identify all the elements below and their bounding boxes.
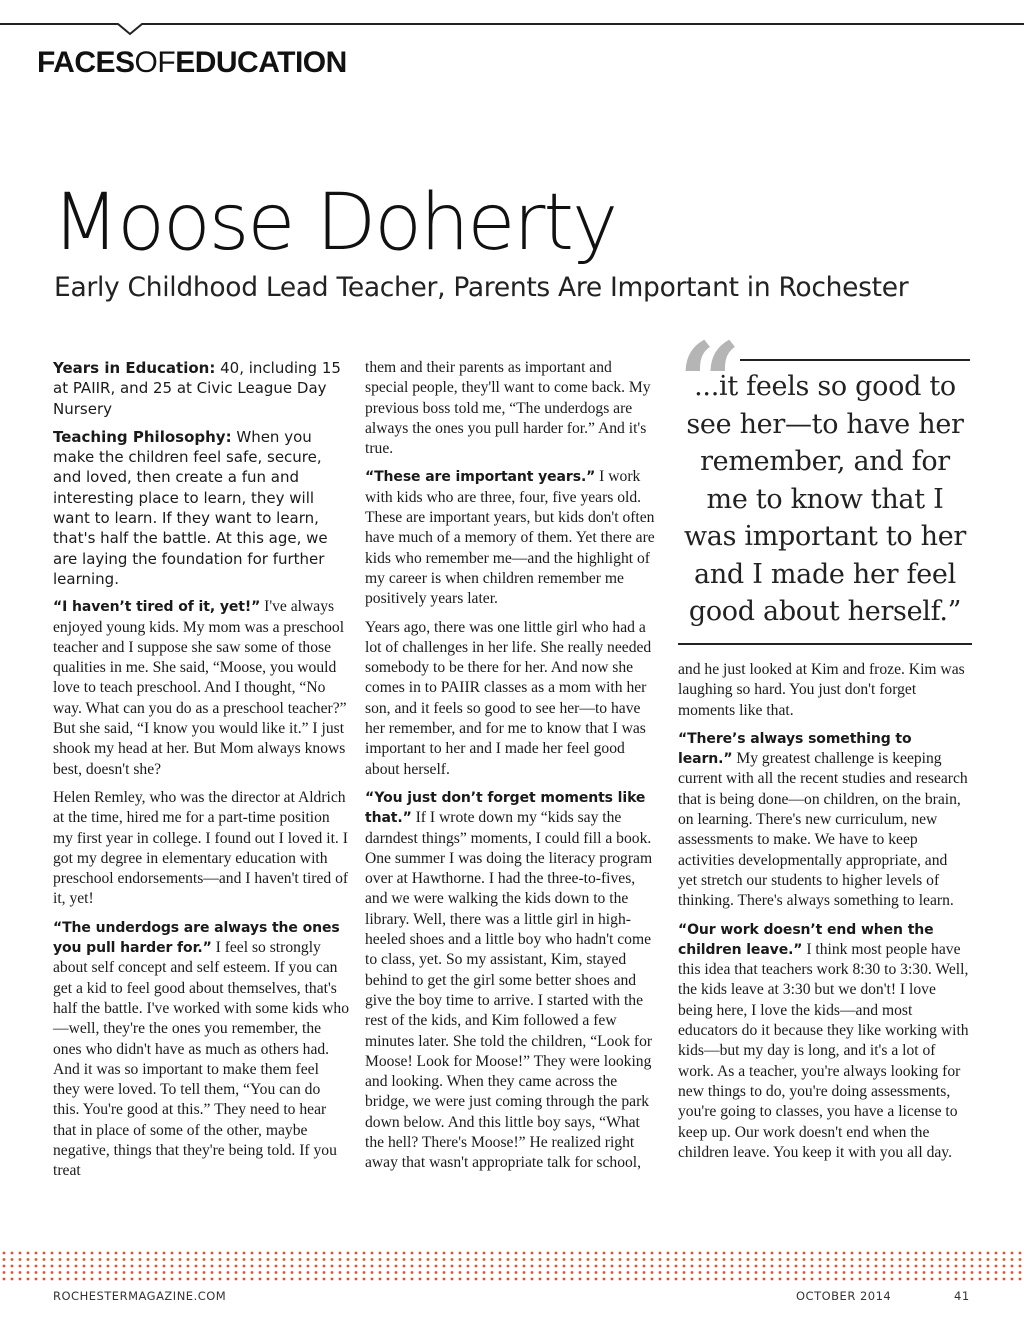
column-1 [53, 358, 349, 1190]
column-3 [678, 660, 970, 1171]
quote-mark-icon: “ [678, 318, 742, 447]
paragraph: Years ago, there was one little girl who had a lot of challenges in her life. She really needed somebody to be there for her. And now she comes in to PAIIR classes as a mom with her son, and it feels so good to see her—to have her remember, and for me to know that I was important to her and I made her feel good about herself. [365, 618, 652, 778]
quote-rule-bottom [678, 643, 972, 645]
paragraph: “I haven’t tired of it, yet!” I've always enjoyed young kids. My mom was a preschool teacher and I suppose she saw some of those qualities in me. She said, “Moose, you would love to teach preschool. And I thought, “No way. What can you do as a preschool teacher?” But she said, “I know you would like it.” I just shook my head at her. But Mom always knows best, doesn't she? [53, 598, 347, 778]
section-brand [37, 46, 347, 80]
footer-site: ROCHESTERMAGAZINE.COM [53, 1289, 227, 1303]
paragraph: them and their parents as important and special people, they'll want to come back. My previous boss told me, “The underdogs are always the ones you pull harder for.” And it's true. [365, 359, 651, 458]
page-title: Moose Doherty [52, 178, 617, 268]
paragraph: and he just looked at Kim and froze. Kim was laughing so hard. You just don't forget moments like that. [678, 661, 965, 719]
paragraph: “These are important years.” I work with kids who are three, four, five years old. These are important years, but kids don't often have much of a memory of them. Yet there are kids who remember me—and the highlight of my career is when children remember me positively years later. [365, 468, 655, 608]
page-subtitle: Early Childhood Lead Teacher, Parents Are Important in Rochester [54, 272, 909, 303]
paragraph: “You just don’t forget moments like that.” If I wrote down my “kids say the darndest things” moments, I could fill a book. One summer I was doing the literacy program over at Hawthorne. I had the three-to-fives, and we were walking the kids down to the library. Well, there was a little girl in high-heeled shoes and a little boy who hadn't come to class, yet. So my assistant, Kim, stayed behind to get the girl some better shoes and give the boy time to arrive. I started with the rest of the kids, and Kim followed a few minutes later. She told the children, “Look for Moose! Look for Moose!” They were looking and looking. When they came across the bridge, we were just coming through the park down below. And this little boy says, “What the hell? There's Moose!” He realized right away that wasn't appropriate talk for school, [365, 789, 653, 1172]
column-2 [365, 358, 658, 1182]
header-rule [0, 0, 1024, 40]
page-number: 41 [954, 1289, 970, 1303]
quote-rule-top [740, 359, 970, 361]
profile-facts [53, 358, 349, 589]
footer-date: OCTOBER 2014 [796, 1289, 892, 1303]
brand-education: EDUCATION [175, 46, 347, 79]
paragraph: “There’s always something to learn.” My greatest challenge is keeping current with all the recent studies and research that is being done—on children, on the brain, on learning. There's new curriculum, new assessments to make. We have to keep activities developmentally appropriate, and yet stretch our students to higher levels of thinking. There's always something to learn. [678, 730, 968, 910]
teaching-philosophy: Teaching Philosophy: When you make the children feel safe, secure, and loved, then create a fun and interesting place to learn, they will want to learn. If they want to learn, that's half the battle. At this age, we are laying the foundation for further learning. [53, 427, 328, 588]
pull-quote-text: ...it feels so good to see her—to have her remember, and for me to know that I was important to her and I made her feel good about herself.” [683, 371, 967, 627]
years-in-education: Years in Education: 40, including 15 at PAIIR, and 25 at Civic League Day Nursery [53, 359, 341, 418]
paragraph: “The underdogs are always the ones you pull harder for.” I feel so strongly about self concept and self esteem. If you can get a kid to feel good about themselves, that's half the battle. I've worked with some kids who—well, they're the ones you remember, the ones who didn't have as much as others had. And it was so important to make them feel they were loved. To tell them, “You can do this. You're good at this.” They need to hear that in place of some of the other, maybe negative, things that they're being told. If you treat [53, 919, 349, 1180]
pull-quote [678, 318, 972, 650]
brand-of: OF [134, 46, 176, 79]
dotted-divider [0, 1250, 1024, 1282]
paragraph: Helen Remley, who was the director at Aldrich at the time, hired me for a part-time position my first year in college. I found out I loved it. I got my degree in elementary education with preschool endorsements—and I haven't tired of it, yet! [53, 788, 349, 908]
paragraph: “Our work doesn’t end when the children leave.” I think most people have this idea that teachers work 8:30 to 3:30. Well, the kids leave at 3:30 but we don't! I love being here, I love the kids—and most educators do it because they like working with kids—but my day is long, and it's a lot of work. As a teacher, you're always looking for new things to do, you're doing assessments, you're going to classes, you have a license to keep up. Our work doesn't end when the children leave. You keep it with you all day. [678, 921, 969, 1161]
brand-faces: FACES [37, 46, 135, 79]
